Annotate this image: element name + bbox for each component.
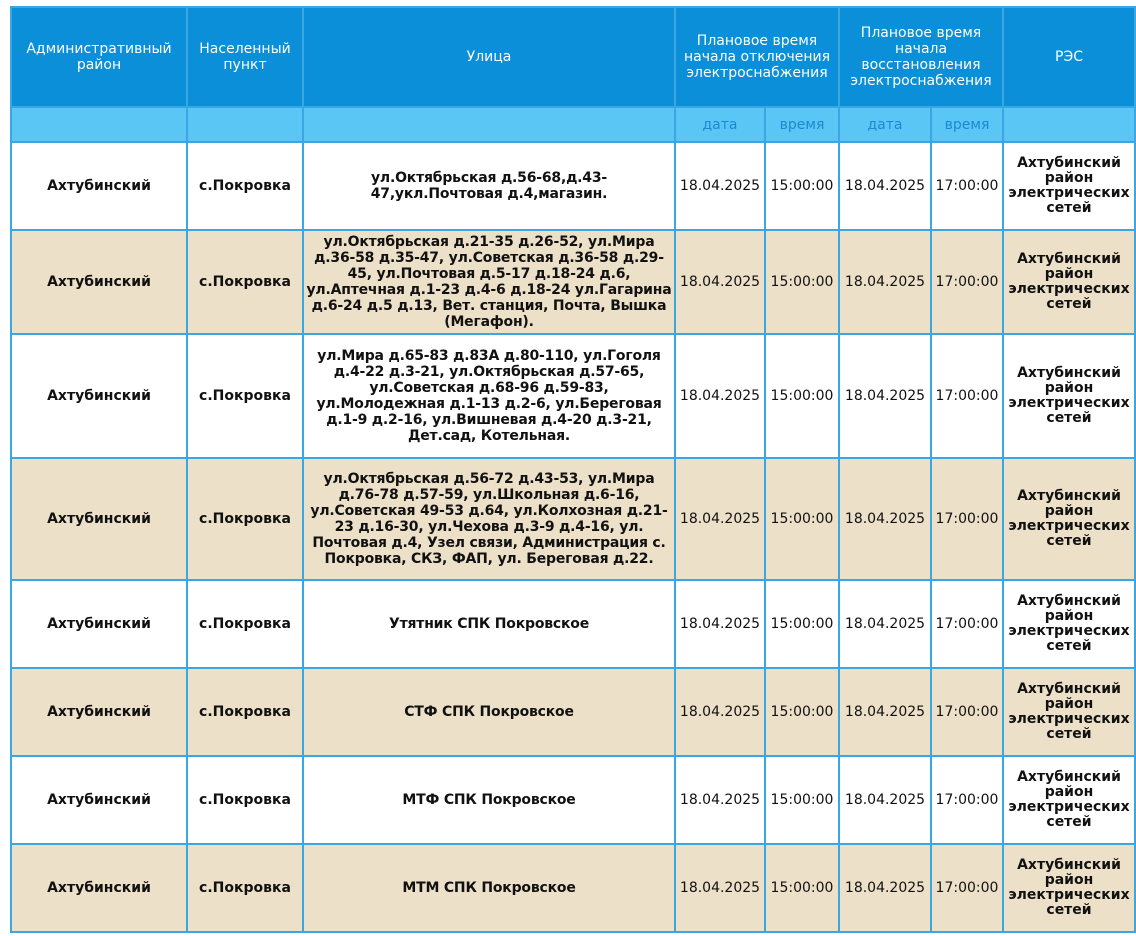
- table-row: [11, 458, 1136, 580]
- cell-street: МТМ СПК Покровское: [303, 844, 675, 932]
- cell-on-date: 18.04.2025: [839, 756, 931, 844]
- cell-on-time: 17:00:00: [931, 458, 1003, 580]
- table-row: [11, 334, 1136, 458]
- cell-district: Ахтубинский: [11, 334, 187, 458]
- cell-res: Ахтубинский район электрических сетей: [1003, 334, 1135, 458]
- cell-locality: с.Покровка: [187, 580, 303, 668]
- cell-on-time: 17:00:00: [931, 844, 1003, 932]
- table-row: [11, 230, 1136, 334]
- header-row: [11, 7, 1136, 107]
- cell-off-date: 18.04.2025: [675, 142, 765, 230]
- cell-res: Ахтубинский район электрических сетей: [1003, 756, 1135, 844]
- subheader-blank: [11, 107, 187, 142]
- cell-on-date: 18.04.2025: [839, 230, 931, 334]
- cell-on-time: 17:00:00: [931, 580, 1003, 668]
- cell-on-time: 17:00:00: [931, 668, 1003, 756]
- cell-district: Ахтубинский: [11, 580, 187, 668]
- cell-street: ул.Мира д.65-83 д.83А д.80-110, ул.Гоголя д.4-22 д.3-21, ул.Октябрьская д.57-65, ул.Советская д.68-96 д.59-83, ул.Молодежная д.1-13 д.2-6, ул.Береговая д.1-9 д.2-16, ул.Вишневая д.4-20 д.3-21, Дет.сад, Котельная.: [303, 334, 675, 458]
- cell-district: Ахтубинский: [11, 844, 187, 932]
- cell-on-date: 18.04.2025: [839, 580, 931, 668]
- header-locality: Населенный пункт: [187, 7, 303, 107]
- header-district: Административный район: [11, 7, 187, 107]
- cell-district: Ахтубинский: [11, 458, 187, 580]
- cell-off-date: 18.04.2025: [675, 458, 765, 580]
- subheader-row: [11, 107, 1136, 142]
- header-res: РЭС: [1003, 7, 1135, 107]
- cell-res: Ахтубинский район электрических сетей: [1003, 458, 1135, 580]
- cell-off-date: 18.04.2025: [675, 334, 765, 458]
- cell-on-date: 18.04.2025: [839, 458, 931, 580]
- cell-off-time: 15:00:00: [765, 756, 839, 844]
- cell-off-time: 15:00:00: [765, 844, 839, 932]
- table-row: [11, 668, 1136, 756]
- subheader-off-time: время: [765, 107, 839, 142]
- cell-on-date: 18.04.2025: [839, 844, 931, 932]
- cell-district: Ахтубинский: [11, 142, 187, 230]
- table-row: [11, 844, 1136, 932]
- cell-street: МТФ СПК Покровское: [303, 756, 675, 844]
- cell-street: ул.Октябрьская д.56-72 д.43-53, ул.Мира д.76-78 д.57-59, ул.Школьная д.6-16, ул.Советская 49-53 д.64, ул.Колхозная д.21-23 д.16-30, ул.Чехова д.3-9 д.4-16, ул. Почтовая д.4, Узел связи, Администрация с. Покровка, СКЗ, ФАП, ул. Береговая д.22.: [303, 458, 675, 580]
- cell-res: Ахтубинский район электрических сетей: [1003, 844, 1135, 932]
- cell-district: Ахтубинский: [11, 668, 187, 756]
- cell-res: Ахтубинский район электрических сетей: [1003, 580, 1135, 668]
- cell-district: Ахтубинский: [11, 230, 187, 334]
- cell-off-date: 18.04.2025: [675, 756, 765, 844]
- cell-off-time: 15:00:00: [765, 230, 839, 334]
- cell-on-time: 17:00:00: [931, 142, 1003, 230]
- subheader-off-date: дата: [675, 107, 765, 142]
- cell-street: ул.Октябрьская д.21-35 д.26-52, ул.Мира д.36-58 д.35-47, ул.Советская д.36-58 д.29-45, ул.Почтовая д.5-17 д.18-24 д.6, ул.Аптечная д.1-23 д.4-6 д.18-24 ул.Гагарина д.6-24 д.5 д.13, Вет. станция, Почта, Вышка (Мегафон).: [303, 230, 675, 334]
- cell-off-date: 18.04.2025: [675, 580, 765, 668]
- table-row: [11, 142, 1136, 230]
- table-row: [11, 580, 1136, 668]
- cell-on-date: 18.04.2025: [839, 334, 931, 458]
- cell-off-time: 15:00:00: [765, 458, 839, 580]
- cell-off-date: 18.04.2025: [675, 230, 765, 334]
- cell-res: Ахтубинский район электрических сетей: [1003, 142, 1135, 230]
- cell-street: ул.Октябрьская д.56-68,д.43-47,укл.Почтовая д.4,магазин.: [303, 142, 675, 230]
- cell-off-date: 18.04.2025: [675, 668, 765, 756]
- cell-on-time: 17:00:00: [931, 756, 1003, 844]
- cell-off-time: 15:00:00: [765, 334, 839, 458]
- cell-locality: с.Покровка: [187, 458, 303, 580]
- cell-off-time: 15:00:00: [765, 580, 839, 668]
- cell-off-time: 15:00:00: [765, 668, 839, 756]
- subheader-blank: [187, 107, 303, 142]
- header-on-time: Плановое время начала восстановления электроснабжения: [839, 7, 1003, 107]
- cell-on-date: 18.04.2025: [839, 142, 931, 230]
- cell-on-time: 17:00:00: [931, 334, 1003, 458]
- cell-res: Ахтубинский район электрических сетей: [1003, 668, 1135, 756]
- cell-locality: с.Покровка: [187, 844, 303, 932]
- cell-on-time: 17:00:00: [931, 230, 1003, 334]
- subheader-on-time: время: [931, 107, 1003, 142]
- cell-locality: с.Покровка: [187, 334, 303, 458]
- subheader-on-date: дата: [839, 107, 931, 142]
- cell-locality: с.Покровка: [187, 668, 303, 756]
- cell-street: СТФ СПК Покровское: [303, 668, 675, 756]
- cell-locality: с.Покровка: [187, 142, 303, 230]
- cell-locality: с.Покровка: [187, 230, 303, 334]
- cell-off-date: 18.04.2025: [675, 844, 765, 932]
- cell-district: Ахтубинский: [11, 756, 187, 844]
- cell-locality: с.Покровка: [187, 756, 303, 844]
- outage-schedule-table: [10, 6, 1136, 933]
- subheader-blank: [303, 107, 675, 142]
- header-off-time: Плановое время начала отключения электроснабжения: [675, 7, 839, 107]
- cell-street: Утятник СПК Покровское: [303, 580, 675, 668]
- header-street: Улица: [303, 7, 675, 107]
- cell-res: Ахтубинский район электрических сетей: [1003, 230, 1135, 334]
- cell-on-date: 18.04.2025: [839, 668, 931, 756]
- table-row: [11, 756, 1136, 844]
- cell-off-time: 15:00:00: [765, 142, 839, 230]
- subheader-blank: [1003, 107, 1135, 142]
